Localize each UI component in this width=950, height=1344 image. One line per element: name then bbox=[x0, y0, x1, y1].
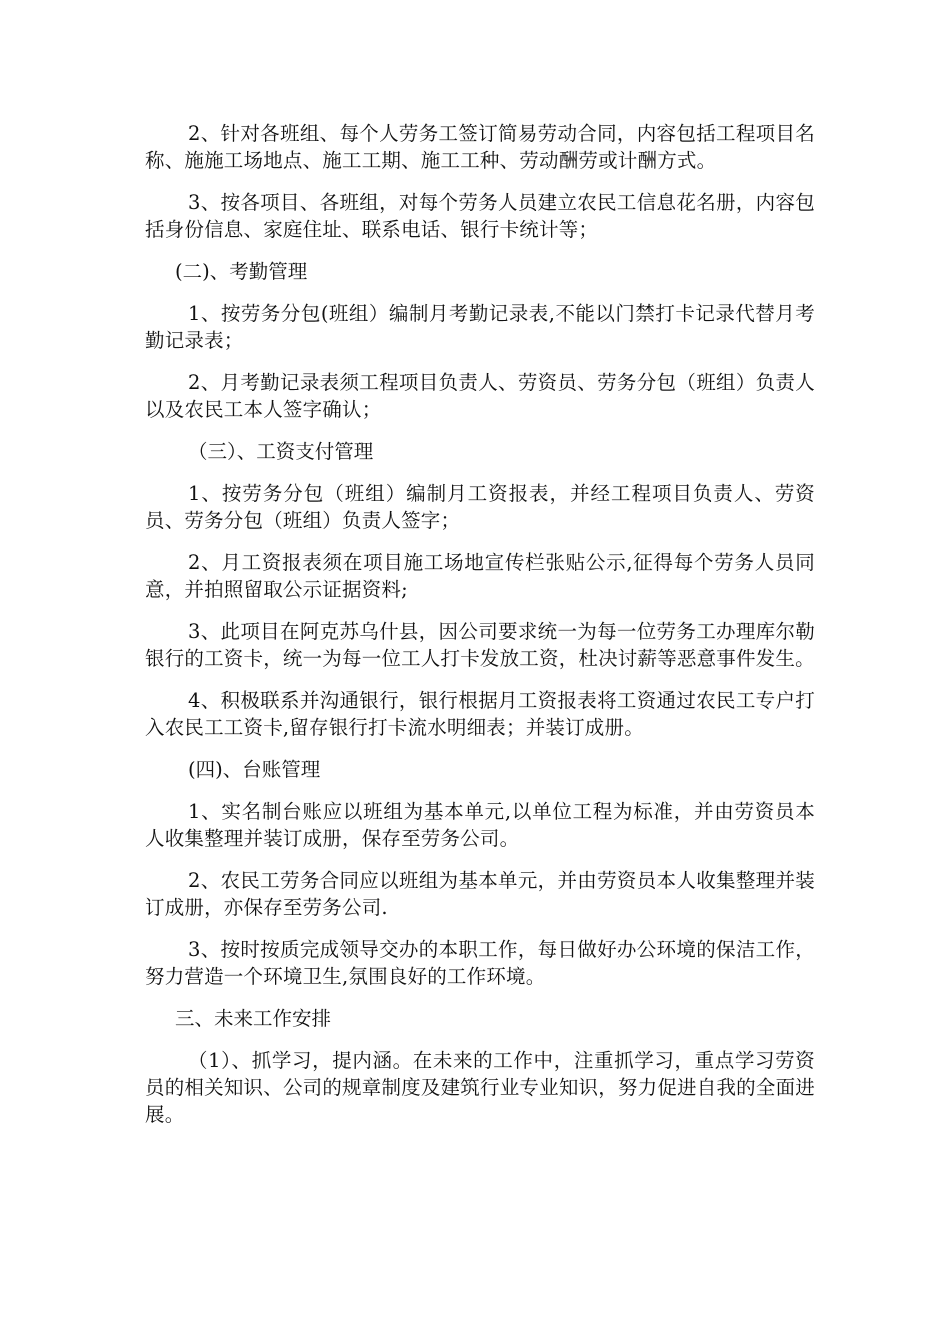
paragraph-roster: 3、按各项目、各班组，对每个劳务人员建立农民工信息花名册，内容包括身份信息、家庭住址、联系电话、银行卡统计等； bbox=[145, 191, 815, 241]
paragraph-wage-4: 4、积极联系并沟通银行，银行根据月工资报表将工资通过农民工专户打入农民工工资卡,留存银行打卡流水明细表；并装订成册。 bbox=[145, 689, 815, 739]
heading-future-plan: 三、未来工作安排 bbox=[175, 1007, 332, 1030]
paragraph-ledger-3: 3、按时按质完成领导交办的本职工作，每日做好办公环境的保洁工作，努力营造一个环境卫生,氛围良好的工作环境。 bbox=[145, 938, 815, 988]
paragraph-future-1: （1）、抓学习，提内涵。在未来的工作中，注重抓学习，重点学习劳资员的相关知识、公司的规章制度及建筑行业专业知识，努力促进自我的全面进展。 bbox=[145, 1049, 815, 1126]
paragraph-contract: 2、针对各班组、每个人劳务工签订简易劳动合同，内容包括工程项目名称、施施工场地点、施工工期、施工工种、劳动酬劳或计酬方式。 bbox=[145, 122, 815, 172]
paragraph-wage-2: 2、月工资报表须在项目施工场地宣传栏张贴公示,征得每个劳务人员同意，并拍照留取公示证据资料; bbox=[145, 551, 815, 601]
paragraph-ledger-2: 2、农民工劳务合同应以班组为基本单元，并由劳资员本人收集整理并装订成册，亦保存至劳务公司. bbox=[145, 869, 815, 919]
paragraph-attendance-2: 2、月考勤记录表须工程项目负责人、劳资员、劳务分包（班组）负责人以及农民工本人签字确认； bbox=[145, 371, 815, 421]
heading-attendance: (二)、考勤管理 bbox=[175, 260, 308, 283]
document-page bbox=[145, 120, 815, 1143]
paragraph-wage-1: 1、按劳务分包（班组）编制月工资报表，并经工程项目负责人、劳资员、劳务分包（班组）负责人签字； bbox=[145, 482, 815, 532]
paragraph-attendance-1: 1、按劳务分包(班组）编制月考勤记录表,不能以门禁打卡记录代替月考勤记录表； bbox=[145, 302, 815, 352]
heading-ledger: (四)、台账管理 bbox=[188, 758, 321, 781]
paragraph-wage-3: 3、此项目在阿克苏乌什县，因公司要求统一为每一位劳务工办理库尔勒银行的工资卡，统一为每一位工人打卡发放工资，杜决讨薪等恶意事件发生。 bbox=[145, 620, 815, 670]
heading-wage-payment: （三）、工资支付管理 bbox=[188, 440, 374, 463]
paragraph-ledger-1: 1、实名制台账应以班组为基本单元,以单位工程为标准，并由劳资员本人收集整理并装订成册，保存至劳务公司。 bbox=[145, 800, 815, 850]
